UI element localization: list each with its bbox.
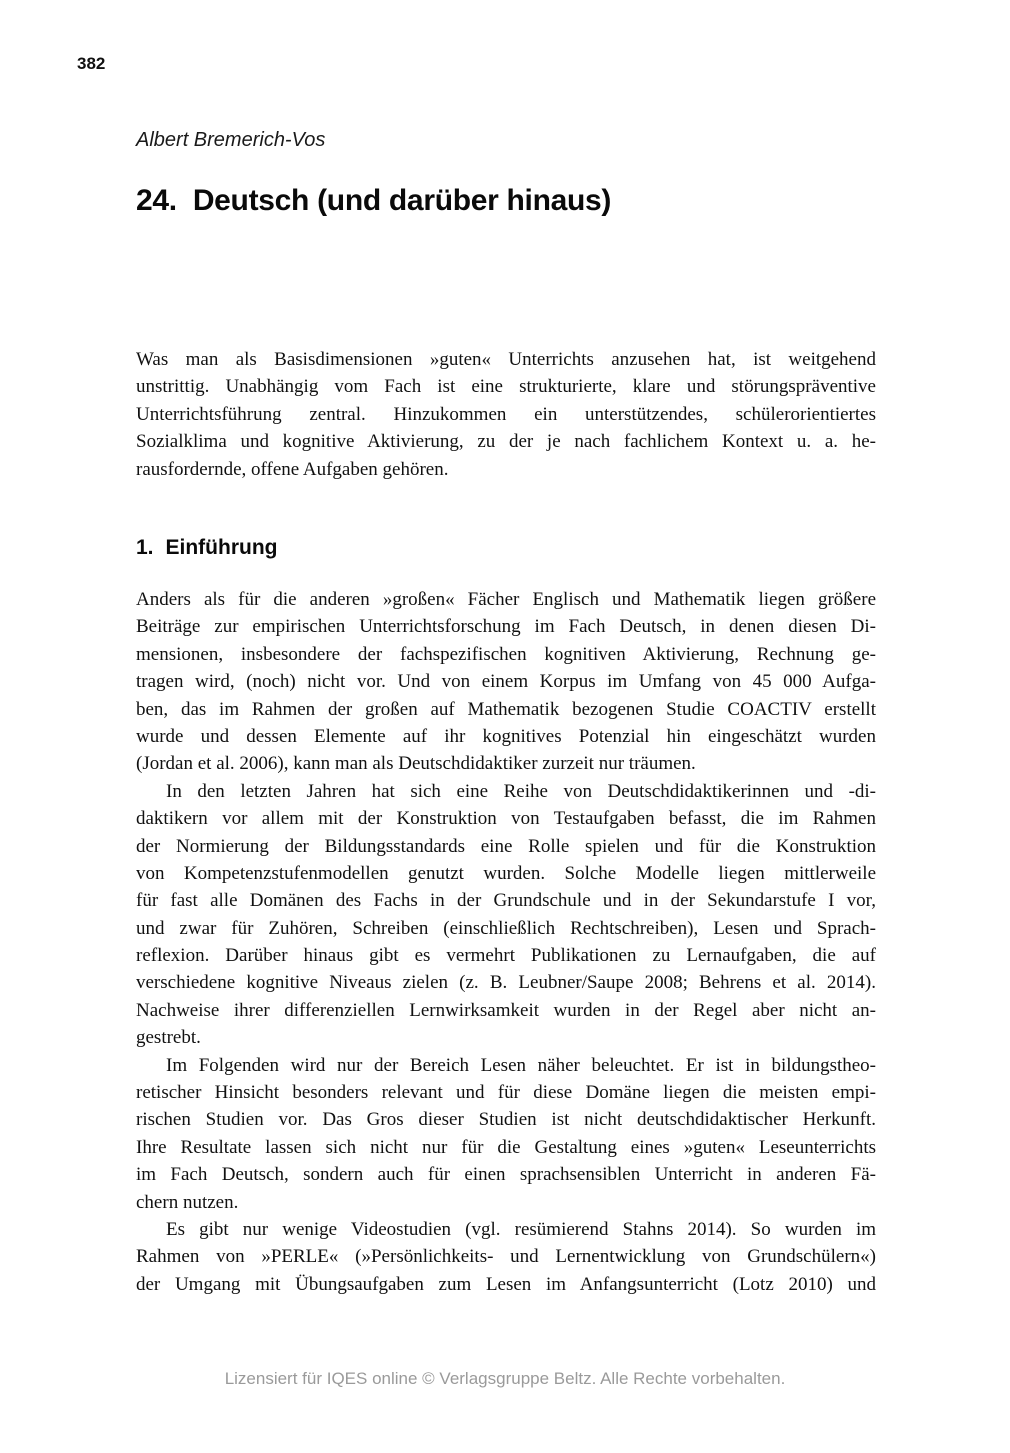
text-line: (Jordan et al. 2006), kann man als Deutschdidaktiker zurzeit nur träumen. [136, 753, 696, 775]
text-line: ben, das im Rahmen der großen auf Mathematik bezogenen Studie COACTIV erstellt [136, 698, 876, 720]
paragraph [136, 586, 876, 778]
chapter-number: 24. [136, 184, 177, 217]
text-line: Es gibt nur wenige Videostudien (vgl. resümierend Stahns 2014). So wurden im [166, 1218, 876, 1240]
text-line: und zwar für Zuhören, Schreiben (einschließlich Rechtschreiben), Lesen und Sprach- [136, 917, 876, 939]
text-line: Unterrichtsführung zentral. Hinzukommen ein unterstützendes, schülerorientiertes [136, 403, 876, 425]
abstract-paragraph [136, 346, 876, 483]
text-line: im Fach Deutsch, sondern auch für einen sprachsensiblen Unterricht in anderen Fä- [136, 1164, 876, 1186]
text-line: der Umgang mit Übungsaufgaben zum Lesen im Anfangsunterricht (Lotz 2010) und [136, 1273, 876, 1295]
text-line: Anders als für die anderen »großen« Fächer Englisch und Mathematik liegen größere [136, 589, 876, 610]
text-line: gestrebt. [136, 1027, 201, 1049]
text-line: wurde und dessen Elemente auf ihr kognitives Potenzial hin eingeschätzt wurden [136, 725, 876, 747]
text-line: unstrittig. Unabhängig vom Fach ist eine strukturierte, klare und störungspräventive [136, 376, 876, 398]
paragraph [136, 1052, 876, 1216]
text-line: Rahmen von »PERLE« (»Persönlichkeits- und Lernentwicklung von Grundschülern«) [136, 1246, 876, 1268]
text-line: Im Folgenden wird nur der Bereich Lesen näher beleuchtet. Er ist in bildungstheo- [166, 1054, 876, 1076]
section-heading [136, 536, 278, 560]
author-name: Albert Bremerich-Vos [136, 129, 326, 151]
text-line: Nachweise ihrer differenziellen Lernwirksamkeit wurden in der Regel aber nicht an- [136, 999, 876, 1021]
body-paragraphs [136, 586, 876, 1298]
text-line: Ihre Resultate lassen sich nicht nur für die Gestaltung eines »guten« Leseunterrichts [136, 1136, 876, 1158]
text-line: der Normierung der Bildungsstandards eine Rolle spielen und für die Konstruktion [136, 835, 876, 857]
paragraph [136, 1216, 876, 1298]
license-footer: Lizensiert für IQES online © Verlagsgruppe Beltz. Alle Rechte vorbehalten. [224, 1369, 786, 1388]
chapter-title [136, 184, 611, 218]
paragraph [136, 778, 876, 1052]
text-line: tragen wird, (noch) nicht vor. Und von einem Korpus im Umfang von 45 000 Aufga- [136, 671, 876, 693]
text-line: daktikern vor allem mit der Konstruktion von Testaufgaben befasst, die im Rahmen [136, 808, 876, 830]
text-line: reflexion. Darüber hinaus gibt es vermehrt Publikationen zu Lernaufgaben, die auf [136, 945, 876, 967]
text-line: Beiträge zur empirischen Unterrichtsforschung im Fach Deutsch, in denen diesen Di- [136, 616, 876, 638]
text-line: verschiedene kognitive Niveaus zielen (z. B. Leubner/Saupe 2008; Behrens et al. 2014). [136, 972, 876, 994]
section-title-text: Einführung [165, 536, 278, 559]
text-line: rischen Studien vor. Das Gros dieser Studien ist nicht deutschdidaktischer Herkunft. [136, 1109, 876, 1131]
text-line: chern nutzen. [136, 1191, 239, 1213]
text-line: retischer Hinsicht besonders relevant und für diese Domäne liegen die meisten empi- [136, 1082, 876, 1104]
text-line: rausfordernde, offene Aufgaben gehören. [136, 458, 449, 480]
text-line: In den letzten Jahren hat sich eine Reihe von Deutschdidaktikerinnen und -di- [166, 780, 876, 802]
chapter-title-text: Deutsch (und darüber hinaus) [192, 184, 612, 217]
text-line: für fast alle Domänen des Fachs in der Grundschule und in der Sekundarstufe I vor, [136, 890, 876, 912]
text-line: Was man als Basisdimensionen »guten« Unterrichts anzusehen hat, ist weitgehend [136, 349, 876, 370]
section-number: 1. [136, 536, 154, 559]
page-number: 382 [77, 54, 106, 73]
text-line: von Kompetenzstufenmodellen genutzt wurden. Solche Modelle liegen mittlerweile [136, 862, 876, 884]
text-line: Sozialklima und kognitive Aktivierung, zu der je nach fachlichem Kontext u. a. he- [136, 431, 876, 453]
text-line: mensionen, insbesondere der fachspezifischen kognitiven Aktivierung, Rechnung ge- [136, 643, 876, 665]
